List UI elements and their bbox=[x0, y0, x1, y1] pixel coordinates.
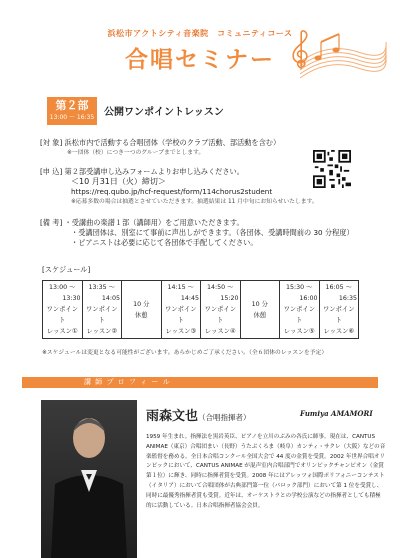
header bbox=[0, 0, 400, 86]
part-badge bbox=[47, 97, 97, 125]
remarks-line-3: ・ピアニストは必要に応じて各団体で手配してください。 bbox=[71, 238, 258, 247]
profile-header-bar: 講 師 プ ロ フ ィ ー ル bbox=[22, 377, 378, 388]
instructor-roman-name: Fumiya AMAMORI bbox=[300, 409, 373, 418]
remarks-line-1: [備 考] ・受講曲の楽譜１部（講師用）をご用意いただきます。 bbox=[40, 218, 244, 227]
part-label: 第２部 bbox=[55, 99, 89, 112]
schedule-break: 10 分 休憩 bbox=[240, 281, 280, 339]
schedule-table bbox=[42, 280, 359, 339]
remarks-section bbox=[40, 218, 380, 248]
page-title: 合唱セミナー bbox=[125, 47, 275, 73]
apply-note: ※応募多数の場合は抽選とさせていただきます。抽選結果は 11 月中旬にお知らせいたします。 bbox=[71, 199, 318, 205]
target-section bbox=[40, 138, 340, 158]
apply-deadline: ＜10 月31日（火）締切＞ bbox=[71, 177, 166, 186]
schedule-slot: 13:35 ～ 14:05 ワンポイント レッスン② bbox=[82, 281, 122, 339]
target-text: [対 象] 浜松市内で活動する合唱団体（学校のクラブ活動、部活動を含む） bbox=[40, 138, 281, 147]
instructor-name: 雨森文也（合唱指揮者） bbox=[146, 409, 251, 424]
instructor-bio: 1959 年生まれ。指揮法を黒岩英臣、ピアノを立川のぶみの各氏に師事。現在は、CANTUS ANIMAE（東京）合唱団まい（長野）うたぶくろま（岐阜）カンティ・サクレ（大阪）などの音楽監督を務める。全日本合唱コンクール全国大会で 44 度の金賞を受賞。2002 年世界合唱オリンピックにおいて、CANTUS ANIMAE が混声室内合唱部門でオリンピックチャンピオン（金賞第１位）に輝き、同時に指揮者賞を受賞。2008 年にはアレッツォ国際ポリフォニーコンテスト（イタリア）において合唱団体が古典部門第一位（パロック部門）において第 1 位を受賞し、同時に最優秀指揮者賞も受賞。近年は、オーケストラとの学校公演などの指揮者としても積極的に活動している。日本合唱指揮者協会会員。 bbox=[146, 434, 386, 509]
schedule-slot: 16:05 ～ 16:35 ワンポイント レッスン⑥ bbox=[319, 281, 359, 339]
instructor-role: （合唱指揮者） bbox=[198, 413, 251, 422]
lesson-title: 公開ワンポイントレッスン bbox=[104, 107, 224, 118]
remarks-line-2: ・受講団体は、別室にて事前に声出しができます。（各団体、受講時間前の 30 分程度） bbox=[71, 228, 354, 237]
schedule-note: ※スケジュールは変更となる可能性がございます。あらかじめご了承ください。（全６団体のレッスンを予定） bbox=[42, 350, 328, 356]
schedule-break: 10 分 休憩 bbox=[122, 281, 162, 339]
treble-clef-icon bbox=[290, 30, 314, 70]
part-time: 13:00 ～ 16:35 bbox=[49, 114, 95, 121]
schedule-slot: 14:15 ～ 14:45 ワンポイント レッスン③ bbox=[161, 281, 201, 339]
apply-url[interactable]: https://req.qubo.jp/hcf-request/form/114chorus2student bbox=[71, 187, 273, 196]
qr-code-icon[interactable] bbox=[313, 150, 351, 188]
target-note: ※一団体（校）につき一つのグループまでとします。 bbox=[67, 150, 205, 156]
portrait-figure bbox=[41, 400, 137, 558]
org-line: 浜松市アクトシティ音楽院 コミュニティコース bbox=[107, 29, 293, 38]
schedule-slot: 13:00 ～ 13:30 ワンポイント レッスン① bbox=[43, 281, 83, 339]
apply-section bbox=[40, 167, 340, 207]
schedule-label: [スケジュール] bbox=[42, 265, 91, 274]
instructor-photo bbox=[41, 400, 137, 558]
schedule-slot: 14:50 ～ 15:20 ワンポイント レッスン④ bbox=[201, 281, 241, 339]
apply-text: [申 込] 第２部受講申し込みフォームよりお申し込みください。 bbox=[40, 167, 244, 176]
schedule-slot: 15:30 ～ 16:00 ワンポイント レッスン⑤ bbox=[280, 281, 320, 339]
